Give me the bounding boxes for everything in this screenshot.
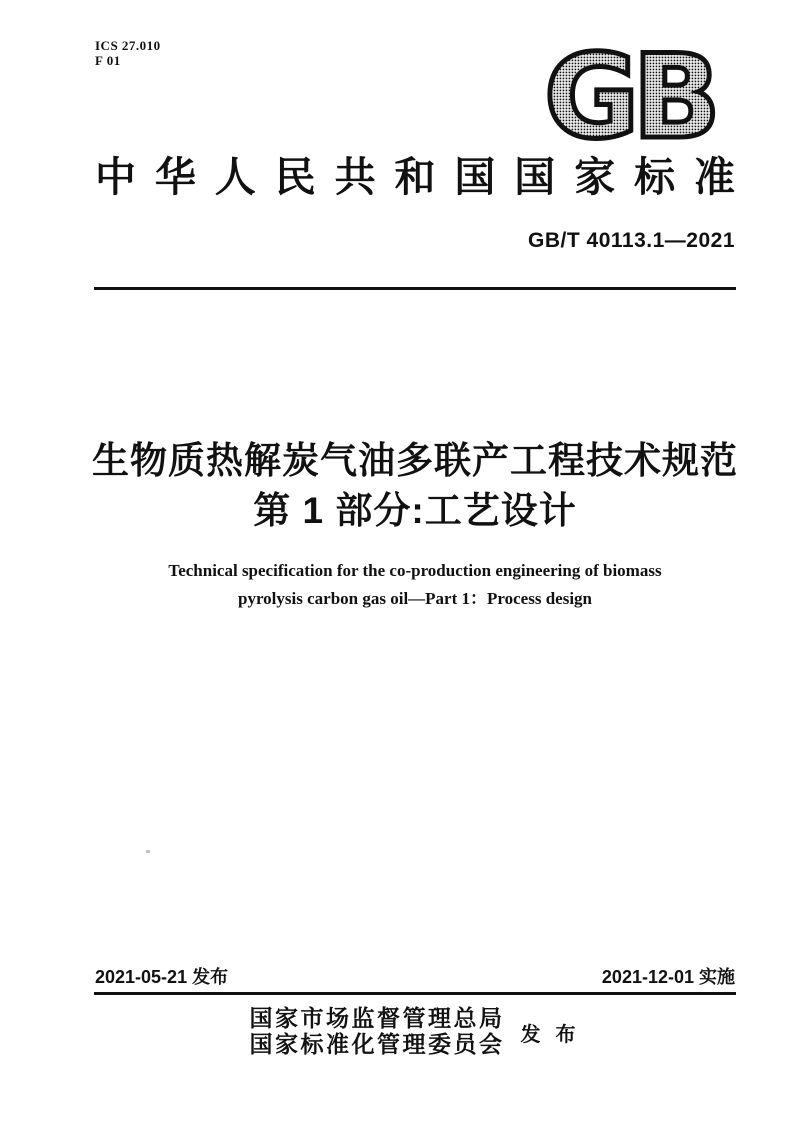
classification-block: [95, 38, 161, 68]
header-rule: [94, 287, 736, 290]
national-standard-banner: 中华人民共和国国家标准: [95, 154, 735, 200]
gb-logo: [541, 30, 717, 165]
title-en-line1: Technical specification for the co-production engineering of biomass: [168, 561, 662, 580]
title-en-line2: pyrolysis carbon gas oil—Part 1：Process design: [237, 589, 592, 608]
document-title-en: [77, 557, 753, 613]
ics-code: ICS 27.010: [95, 38, 161, 53]
gb-logo-text: GB: [544, 30, 714, 165]
issuer-line2: 国家标准化管理委员会: [249, 1032, 505, 1057]
issuer-names: [250, 1006, 505, 1058]
issuer-block: [95, 1006, 735, 1058]
gb-logo-graphic: [541, 30, 717, 165]
document-title-cn: [77, 436, 753, 536]
scan-speck: [146, 850, 150, 853]
publish-label: 发 布: [520, 1023, 581, 1046]
footer-rule: [94, 992, 736, 995]
class-code: F 01: [95, 53, 121, 68]
implement-date: 2021-12-01 实施: [601, 967, 735, 987]
issue-date: 2021-05-21 发布: [95, 967, 229, 987]
issuer-line1: 国家市场监督管理总局: [249, 1006, 505, 1031]
title-cn-line1: 生物质热解炭气油多联产工程技术规范: [92, 440, 738, 481]
title-cn-line2: 第 1 部分:工艺设计: [253, 490, 577, 531]
standard-number: GB/T 40113.1—2021: [528, 229, 735, 252]
dates-row: [95, 963, 735, 989]
